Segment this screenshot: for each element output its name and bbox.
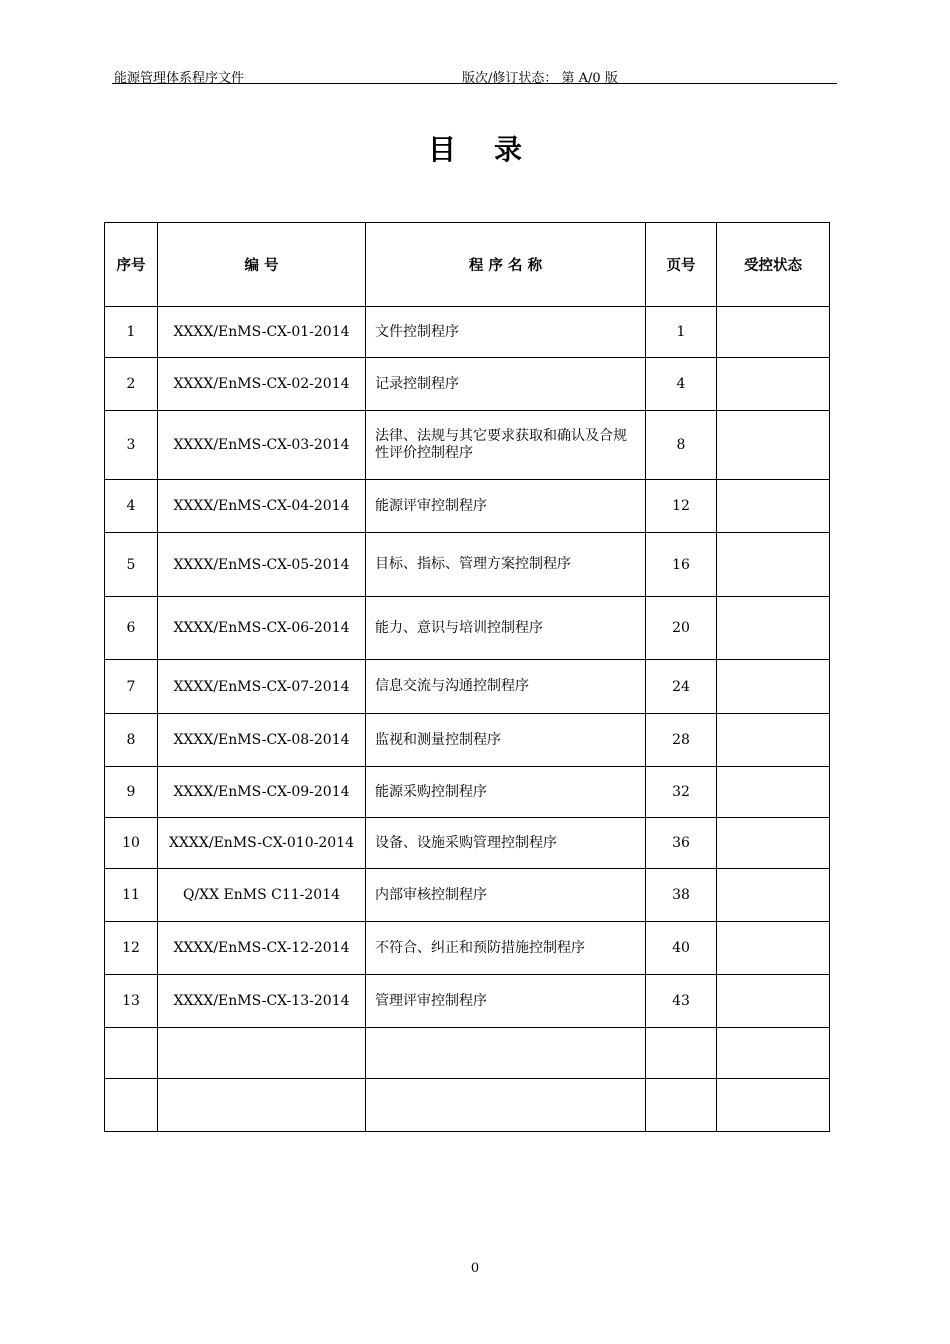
row-status	[717, 922, 830, 975]
row-code: XXXX/EnMS-CX-12-2014	[158, 922, 366, 975]
row-status	[717, 307, 830, 358]
table-header-row	[105, 223, 830, 307]
row-status	[717, 358, 830, 411]
row-name: 能力、意识与培训控制程序	[366, 597, 646, 660]
column-header-status: 受控状态	[717, 223, 830, 307]
row-name: 不符合、纠正和预防措施控制程序	[366, 922, 646, 975]
row-seq: 9	[105, 767, 158, 818]
column-header-name: 程 序 名 称	[366, 223, 646, 307]
row-name: 文件控制程序	[366, 307, 646, 358]
table-row	[105, 1028, 830, 1079]
table-row	[105, 533, 830, 597]
row-page	[646, 1079, 717, 1132]
table-row	[105, 714, 830, 767]
row-page: 32	[646, 767, 717, 818]
row-name: 内部审核控制程序	[366, 869, 646, 922]
document-title: 目录	[427, 133, 560, 166]
row-code: XXXX/EnMS-CX-04-2014	[158, 480, 366, 533]
row-name: 目标、指标、管理方案控制程序	[366, 533, 646, 597]
row-seq: 13	[105, 975, 158, 1028]
row-status	[717, 1079, 830, 1132]
row-name: 记录控制程序	[366, 358, 646, 411]
row-status	[717, 480, 830, 533]
row-page: 36	[646, 818, 717, 869]
header-rule	[112, 83, 837, 84]
row-name: 信息交流与沟通控制程序	[366, 660, 646, 714]
row-seq: 12	[105, 922, 158, 975]
row-name: 法律、法规与其它要求获取和确认及合规性评价控制程序	[366, 411, 646, 480]
row-status	[717, 818, 830, 869]
column-header-seq: 序号	[105, 223, 158, 307]
row-name	[366, 1028, 646, 1079]
row-page: 38	[646, 869, 717, 922]
row-code	[158, 1079, 366, 1132]
row-page: 24	[646, 660, 717, 714]
row-status	[717, 411, 830, 480]
table-row	[105, 869, 830, 922]
row-page: 4	[646, 358, 717, 411]
row-code: XXXX/EnMS-CX-08-2014	[158, 714, 366, 767]
table-row	[105, 975, 830, 1028]
row-status	[717, 975, 830, 1028]
row-code: XXXX/EnMS-CX-06-2014	[158, 597, 366, 660]
row-page: 8	[646, 411, 717, 480]
row-seq	[105, 1079, 158, 1132]
row-page: 28	[646, 714, 717, 767]
row-name	[366, 1079, 646, 1132]
row-seq: 6	[105, 597, 158, 660]
row-status	[717, 714, 830, 767]
table-row	[105, 660, 830, 714]
row-code: XXXX/EnMS-CX-02-2014	[158, 358, 366, 411]
row-code: XXXX/EnMS-CX-13-2014	[158, 975, 366, 1028]
table-row	[105, 411, 830, 480]
row-page: 1	[646, 307, 717, 358]
table-row	[105, 1079, 830, 1132]
row-status	[717, 597, 830, 660]
row-name: 监视和测量控制程序	[366, 714, 646, 767]
row-code	[158, 1028, 366, 1079]
row-name: 能源评审控制程序	[366, 480, 646, 533]
row-page: 43	[646, 975, 717, 1028]
row-seq: 11	[105, 869, 158, 922]
row-seq: 3	[105, 411, 158, 480]
row-seq: 7	[105, 660, 158, 714]
row-seq: 1	[105, 307, 158, 358]
row-page: 40	[646, 922, 717, 975]
row-status	[717, 1028, 830, 1079]
row-page	[646, 1028, 717, 1079]
row-code: XXXX/EnMS-CX-05-2014	[158, 533, 366, 597]
page-header-left: 能源管理体系程序文件	[114, 71, 245, 86]
row-name: 能源采购控制程序	[366, 767, 646, 818]
row-status	[717, 869, 830, 922]
row-code: XXXX/EnMS-CX-07-2014	[158, 660, 366, 714]
row-code: XXXX/EnMS-CX-09-2014	[158, 767, 366, 818]
row-code: Q/XX EnMS C11-2014	[158, 869, 366, 922]
row-seq: 5	[105, 533, 158, 597]
row-status	[717, 660, 830, 714]
row-code: XXXX/EnMS-CX-01-2014	[158, 307, 366, 358]
table-row	[105, 922, 830, 975]
column-header-code: 编 号	[158, 223, 366, 307]
row-seq: 8	[105, 714, 158, 767]
table-row	[105, 358, 830, 411]
row-status	[717, 533, 830, 597]
row-name: 设备、设施采购管理控制程序	[366, 818, 646, 869]
page-header-right: 版次/修订状态： 第 A/0 版	[462, 71, 618, 86]
row-status	[717, 767, 830, 818]
page-number: 0	[470, 1261, 480, 1276]
row-seq	[105, 1028, 158, 1079]
row-seq: 2	[105, 358, 158, 411]
column-header-page: 页号	[646, 223, 717, 307]
toc-table	[104, 222, 830, 1132]
table-row	[105, 307, 830, 358]
table-row	[105, 767, 830, 818]
row-page: 16	[646, 533, 717, 597]
row-code: XXXX/EnMS-CX-03-2014	[158, 411, 366, 480]
table-row	[105, 480, 830, 533]
row-page: 20	[646, 597, 717, 660]
table-row	[105, 597, 830, 660]
table-row	[105, 818, 830, 869]
row-name: 管理评审控制程序	[366, 975, 646, 1028]
row-seq: 4	[105, 480, 158, 533]
row-page: 12	[646, 480, 717, 533]
row-code: XXXX/EnMS-CX-010-2014	[158, 818, 366, 869]
row-seq: 10	[105, 818, 158, 869]
